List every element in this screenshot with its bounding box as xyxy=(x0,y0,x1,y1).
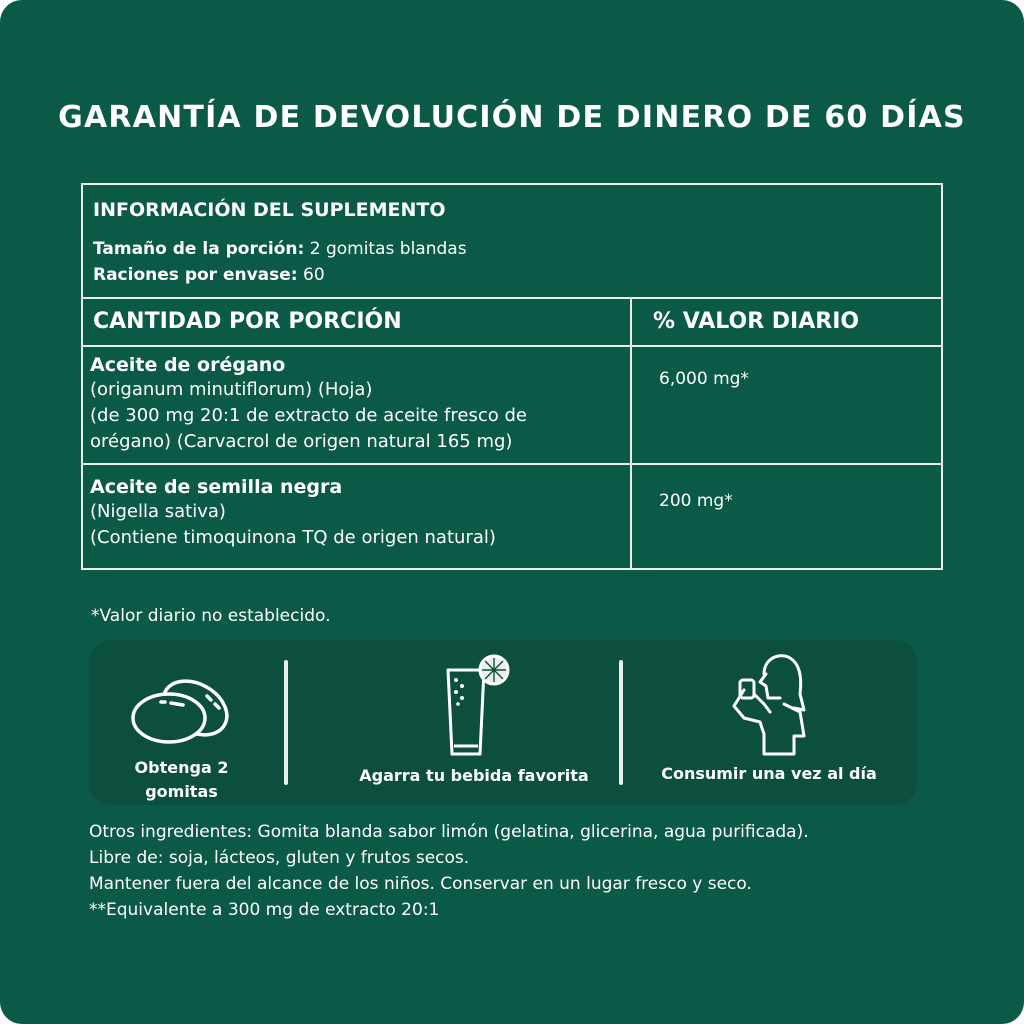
drink-glass-icon xyxy=(434,650,514,760)
divider xyxy=(83,297,941,299)
ingredient-desc: (Contiene timoquinona TQ de origen natural) xyxy=(90,527,496,548)
servings-label: Raciones por envase: xyxy=(93,265,298,285)
ingredient-row-black-seed xyxy=(90,475,496,551)
other-information xyxy=(89,819,809,923)
ingredient-desc: (Nigella sativa) xyxy=(90,501,226,522)
guarantee-title: GARANTÍA DE DEVOLUCIÓN DE DINERO DE 60 DÍAS xyxy=(58,100,966,135)
column-divider xyxy=(630,298,632,568)
step-separator xyxy=(619,660,623,785)
serving-info xyxy=(93,236,467,288)
serving-size-label: Tamaño de la porción: xyxy=(93,239,305,259)
facts-heading: INFORMACIÓN DEL SUPLEMENTO xyxy=(93,199,446,221)
divider xyxy=(83,345,941,347)
daily-value-column-header: % VALOR DIARIO xyxy=(653,309,860,334)
extract-note: **Equivalente a 300 mg de extracto 20:1 xyxy=(89,900,440,920)
serving-size-value: 2 gomitas blandas xyxy=(309,239,467,259)
step-label: Agarra tu bebida favorita xyxy=(359,766,589,785)
step-label: Obtenga 2 xyxy=(134,758,229,777)
divider xyxy=(83,463,941,465)
step-get-gummies xyxy=(109,640,254,805)
step-label: gomitas xyxy=(145,782,218,801)
ingredient-desc: (de 300 mg 20:1 de extracto de aceite fresco de xyxy=(90,405,527,426)
usage-steps-panel xyxy=(89,640,917,805)
servings-value: 60 xyxy=(303,265,325,285)
amount-column-header: CANTIDAD POR PORCIÓN xyxy=(93,309,402,334)
daily-value-footnote: *Valor diario no establecido. xyxy=(91,606,331,626)
step-consume-daily xyxy=(644,640,894,805)
other-ingredients: Otros ingredientes: Gomita blanda sabor limón (gelatina, glicerina, agua purificada). xyxy=(89,822,809,842)
allergen-free: Libre de: soja, lácteos, gluten y frutos secos. xyxy=(89,848,470,868)
ingredient-name: Aceite de orégano xyxy=(90,354,286,376)
ingredient-desc: orégano) (Carvacrol de origen natural 165 mg) xyxy=(90,431,513,452)
step-grab-drink xyxy=(339,640,609,805)
step-separator xyxy=(284,660,288,785)
step-label: Consumir una vez al día xyxy=(661,764,877,783)
gummies-icon xyxy=(127,670,237,750)
ingredient-desc: (origanum minutiflorum) (Hoja) xyxy=(90,379,373,400)
ingredient-amount: 200 mg* xyxy=(659,491,733,511)
ingredient-row-oregano xyxy=(90,353,527,455)
ingredient-amount: 6,000 mg* xyxy=(659,369,749,389)
supplement-facts-table xyxy=(81,183,943,570)
ingredient-name: Aceite de semilla negra xyxy=(90,476,343,498)
person-drinking-icon xyxy=(724,648,814,758)
storage-warning: Mantener fuera del alcance de los niños. Conservar en un lugar fresco y seco. xyxy=(89,874,752,894)
